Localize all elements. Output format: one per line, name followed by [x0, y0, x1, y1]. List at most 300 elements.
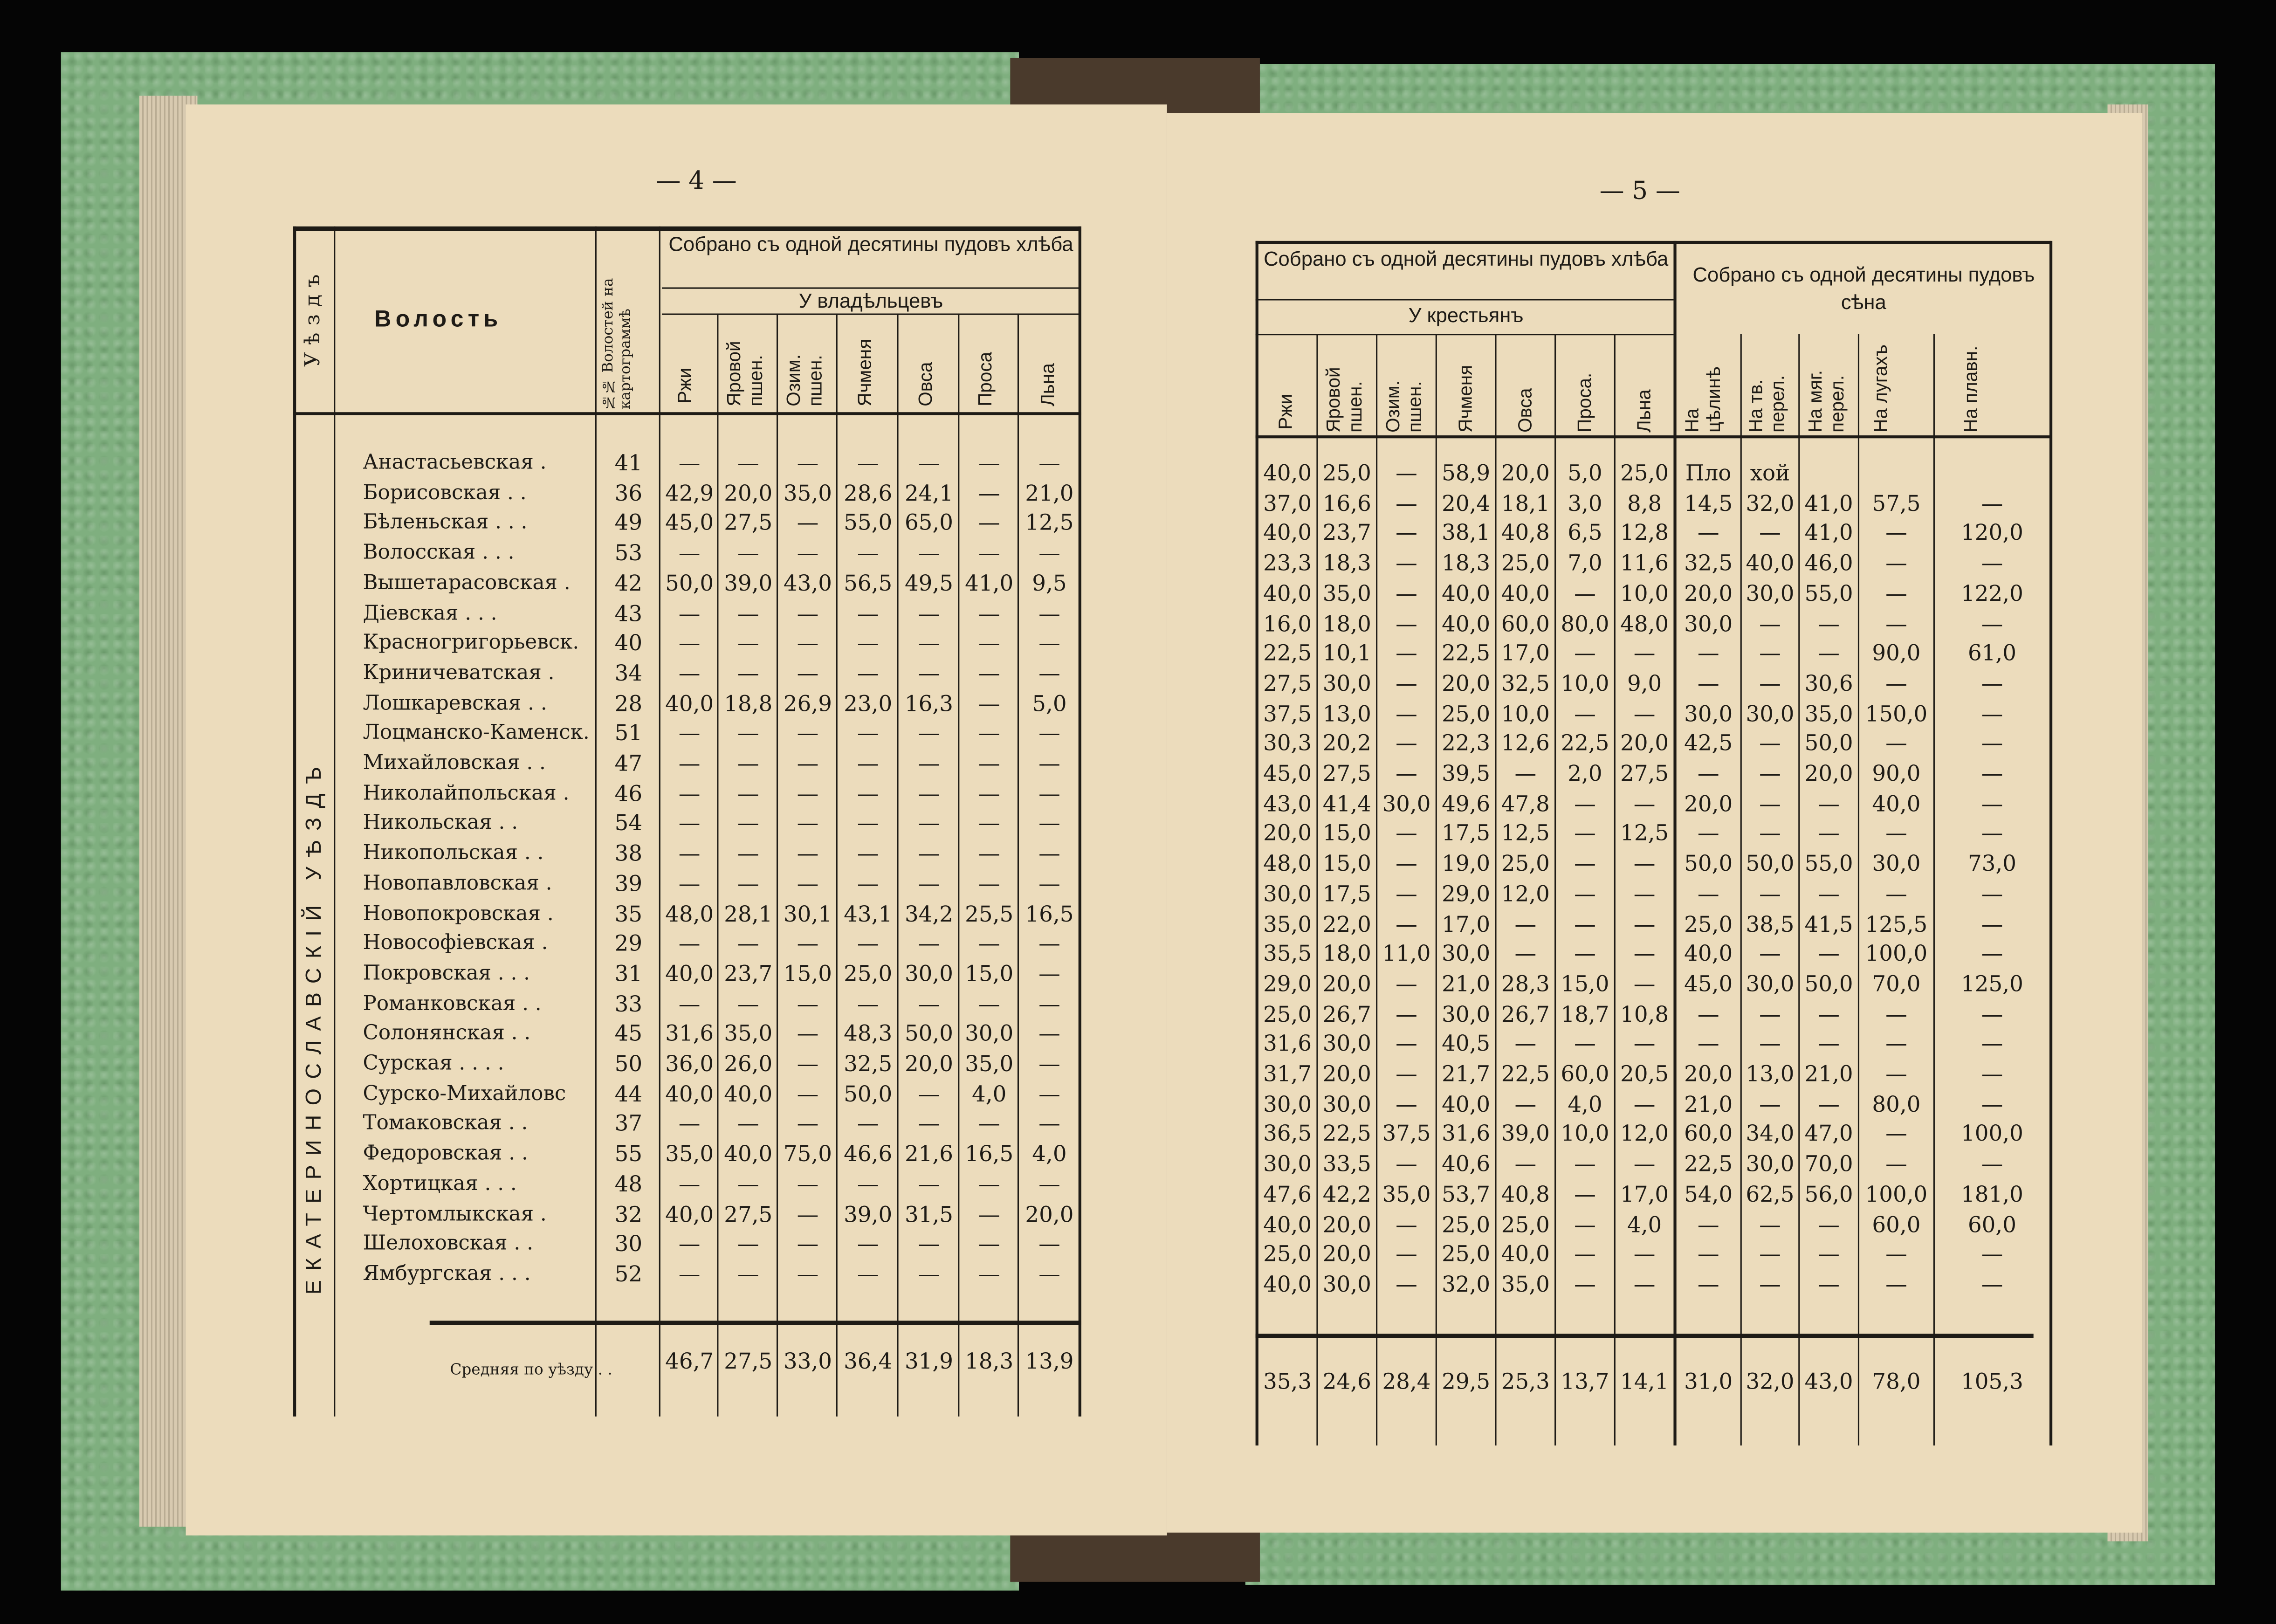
table-cell: — — [978, 1231, 1000, 1257]
table-cell: — — [1981, 881, 2003, 907]
table-cell: — — [1574, 1241, 1596, 1267]
table-cell: 25,0 — [1501, 550, 1550, 577]
table-cell: — — [737, 450, 759, 476]
table-cell: 5,0 — [1568, 460, 1602, 487]
volost-name: Солонянская . . — [363, 1022, 531, 1046]
table-cell: — — [1885, 1001, 1907, 1027]
volost-name: Хортицкая . . . — [363, 1172, 517, 1196]
map-number: 31 — [614, 960, 643, 987]
table-cell: — — [1981, 550, 2003, 577]
table-cell: 12,5 — [1501, 820, 1550, 847]
table-cell: — — [1981, 1060, 2003, 1087]
table-cell: 20,0 — [724, 480, 773, 506]
table-cell: 40,5 — [1442, 1031, 1491, 1057]
table-cell: 40,0 — [1501, 1241, 1550, 1267]
volost-name: Шелоховская . . — [363, 1232, 533, 1256]
rule — [717, 314, 718, 1417]
table-cell: 49,6 — [1442, 790, 1491, 817]
volost-name: Михайловская . . — [363, 751, 546, 775]
table-cell: 50,0 — [1684, 850, 1733, 877]
table-cell: — — [1038, 450, 1060, 476]
table-cell: — — [678, 1231, 701, 1257]
table-cell: — — [978, 510, 1000, 537]
table-cell: — — [1633, 640, 1656, 667]
table-cell: — — [857, 870, 879, 897]
table-cell: 9,5 — [1032, 570, 1067, 597]
table-cell: 61,0 — [1967, 640, 2016, 667]
table-cell: — — [1697, 1031, 1719, 1057]
table-cell: 4,0 — [1032, 1141, 1067, 1167]
header-collected: Собрано съ одной десятины пудовъ хлѣба — [668, 232, 1073, 255]
table-cell: — — [678, 600, 701, 626]
table-cell: — — [978, 780, 1000, 807]
table-cell: — — [678, 870, 701, 897]
table-cell: 20,0 — [1322, 1211, 1371, 1238]
table-cell: — — [737, 600, 759, 626]
table-cell: — — [678, 720, 701, 747]
rule — [836, 314, 838, 1417]
table-cell: — — [1038, 780, 1060, 807]
table-cell: 40,0 — [1263, 460, 1312, 487]
table-cell: 28,1 — [724, 900, 773, 927]
average-cell: 78,0 — [1872, 1369, 1921, 1395]
table-cell: — — [1759, 1091, 1781, 1117]
table-cell: — — [737, 840, 759, 867]
table-cell: — — [978, 720, 1000, 747]
table-cell: — — [797, 630, 819, 656]
table-cell: — — [1885, 550, 1907, 577]
table-cell: — — [1981, 910, 2003, 937]
table-cell: — — [1697, 1001, 1719, 1027]
table-cell: 8,8 — [1627, 490, 1662, 516]
table-cell: — — [1514, 1031, 1537, 1057]
table-cell: 22,0 — [1322, 910, 1371, 937]
table-cell: 35,0 — [1501, 1271, 1550, 1298]
rule — [430, 1321, 1081, 1325]
table-cell: — — [678, 1170, 701, 1197]
table-cell: — — [1981, 760, 2003, 787]
table-cell: — — [1885, 580, 1907, 606]
table-cell: 21,0 — [1025, 480, 1074, 506]
table-cell: — — [1038, 660, 1060, 687]
table-cell: 25,0 — [1263, 1001, 1312, 1027]
table-cell: — — [797, 780, 819, 807]
table-cell: 10,0 — [1561, 1121, 1609, 1147]
table-cell: 32,5 — [1684, 550, 1733, 577]
table-cell: — — [1885, 730, 1907, 757]
table-cell: 27,5 — [724, 1201, 773, 1227]
table-cell: — — [1396, 460, 1417, 487]
table-cell: — — [1697, 881, 1719, 907]
table-cell: — — [1574, 1151, 1596, 1177]
table-cell: — — [1818, 640, 1840, 667]
table-cell: 20,0 — [1804, 760, 1853, 787]
table-cell: — — [1981, 670, 2003, 697]
rule — [1018, 314, 1019, 1417]
table-cell: 35,0 — [1382, 1181, 1431, 1207]
table-cell: — — [1981, 1031, 2003, 1057]
table-cell: 12,0 — [1501, 881, 1550, 907]
map-number: 46 — [614, 780, 643, 807]
col-header-barley: Ячменя — [853, 338, 875, 406]
table-cell: — — [1981, 700, 2003, 727]
table-cell: — — [1697, 820, 1719, 847]
table-cell: 26,9 — [783, 690, 832, 716]
table-cell: — — [1818, 790, 1840, 817]
table-cell: — — [1038, 1080, 1060, 1107]
table-cell: 10,0 — [1501, 700, 1550, 727]
table-cell: 56,5 — [844, 570, 893, 597]
table-cell: — — [857, 450, 879, 476]
table-cell: 31,5 — [904, 1201, 953, 1227]
table-cell: — — [797, 540, 819, 566]
rule — [1256, 241, 2051, 244]
average-cell: 25,3 — [1501, 1369, 1550, 1395]
table-cell: — — [797, 510, 819, 537]
table-cell: — — [1396, 1151, 1417, 1177]
map-number: 44 — [614, 1080, 643, 1107]
rule — [1256, 1334, 2034, 1338]
table-cell: — — [978, 540, 1000, 566]
table-cell: — — [857, 930, 879, 957]
right-page — [1167, 113, 2143, 1533]
table-cell: — — [1697, 760, 1719, 787]
table-cell: 20,0 — [1620, 730, 1669, 757]
table-cell: 12,5 — [1620, 820, 1669, 847]
table-cell: — — [1981, 1001, 2003, 1027]
table-cell: — — [737, 1170, 759, 1197]
volost-name: Волосская . . . — [363, 541, 515, 565]
table-cell: — — [1038, 750, 1060, 777]
table-cell: — — [978, 930, 1000, 957]
table-cell: — — [1396, 1211, 1417, 1238]
table-cell: — — [918, 720, 940, 747]
table-cell: 20,0 — [1684, 1060, 1733, 1087]
table-cell: — — [918, 1080, 940, 1107]
table-cell: 30,0 — [1442, 941, 1491, 967]
table-cell: 39,0 — [844, 1201, 893, 1227]
table-cell: — — [1633, 700, 1656, 727]
map-number: 47 — [614, 750, 643, 777]
volost-name: Николайпольская . — [363, 782, 570, 805]
table-cell: 16,0 — [1263, 610, 1312, 637]
table-cell: 17,0 — [1620, 1181, 1669, 1207]
table-cell: — — [978, 690, 1000, 716]
table-cell: — — [678, 840, 701, 867]
volost-name: Ямбургская . . . — [363, 1262, 531, 1286]
table-cell: 25,0 — [1263, 1241, 1312, 1267]
table-cell: 17,0 — [1501, 640, 1550, 667]
table-cell: 18,3 — [1322, 550, 1371, 577]
table-cell: — — [1697, 1241, 1719, 1267]
table-cell: — — [1396, 1001, 1417, 1027]
table-cell: — — [918, 630, 940, 656]
table-cell: 25,0 — [844, 960, 893, 987]
table-cell: — — [737, 540, 759, 566]
volost-name: Красногригорьевск. — [363, 631, 579, 655]
table-cell: — — [1759, 610, 1781, 637]
table-cell: 40,0 — [665, 960, 714, 987]
table-cell: 17,5 — [1322, 881, 1371, 907]
table-cell: 10,0 — [1620, 580, 1669, 606]
table-cell: — — [1574, 580, 1596, 606]
table-cell: — — [1038, 930, 1060, 957]
table-cell: — — [678, 1261, 701, 1287]
table-cell: — — [1759, 670, 1781, 697]
table-cell: 30,0 — [1746, 700, 1795, 727]
table-cell: 5,0 — [1032, 690, 1067, 716]
table-cell: 21,0 — [1684, 1091, 1733, 1117]
table-cell: Пло — [1685, 460, 1732, 487]
table-cell: — — [978, 870, 1000, 897]
table-cell: 25,0 — [1501, 1211, 1550, 1238]
table-cell: 25,0 — [1442, 1241, 1491, 1267]
table-cell: 40,0 — [1263, 520, 1312, 546]
table-cell: 30,0 — [1263, 1151, 1312, 1177]
table-cell: — — [918, 1170, 940, 1197]
table-cell: 28,3 — [1501, 970, 1550, 997]
rule — [659, 227, 660, 1417]
table-cell: 22,5 — [1561, 730, 1609, 757]
table-cell: — — [1396, 670, 1417, 697]
volost-name: Никопольская . . — [363, 842, 544, 865]
table-cell: — — [1396, 700, 1417, 727]
table-cell: 75,0 — [783, 1141, 832, 1167]
table-cell: — — [797, 600, 819, 626]
table-cell: — — [1885, 670, 1907, 697]
table-cell: 31,6 — [1442, 1121, 1491, 1147]
table-cell: — — [1818, 1091, 1840, 1117]
map-number: 42 — [614, 570, 643, 597]
table-cell: 125,0 — [1961, 970, 2023, 997]
map-number: 36 — [614, 480, 643, 506]
table-cell: 30,3 — [1263, 730, 1312, 757]
table-cell: — — [1759, 1031, 1781, 1057]
table-cell: — — [978, 810, 1000, 837]
table-cell: 25,0 — [1501, 850, 1550, 877]
table-cell: 13,0 — [1746, 1060, 1795, 1087]
col-header-rye: Ржи — [1274, 393, 1296, 430]
table-cell: 32,5 — [1501, 670, 1550, 697]
table-cell: — — [857, 840, 879, 867]
table-cell: 42,9 — [665, 480, 714, 506]
table-cell: 33,5 — [1322, 1151, 1371, 1177]
volost-name: Борисовская . . — [363, 481, 527, 505]
table-cell: 41,0 — [1804, 490, 1853, 516]
table-cell: 30,0 — [1684, 700, 1733, 727]
col-header-oats: Овса — [1513, 388, 1536, 433]
table-cell: — — [918, 540, 940, 566]
table-cell: — — [1396, 490, 1417, 516]
table-cell: 9,0 — [1627, 670, 1662, 697]
table-cell: 100,0 — [1961, 1121, 2023, 1147]
table-cell: 10,8 — [1620, 1001, 1669, 1027]
table-cell: — — [1981, 610, 2003, 637]
table-cell: 43,1 — [844, 900, 893, 927]
col-header-spring-wheat: Яровой пшен. — [722, 341, 767, 406]
table-cell: 35,0 — [965, 1051, 1014, 1077]
table-cell: — — [978, 450, 1000, 476]
table-cell: 30,0 — [1322, 1091, 1371, 1117]
volost-name: Новософіевская . — [363, 932, 548, 956]
map-number: 32 — [614, 1201, 643, 1227]
table-cell: 60,0 — [1684, 1121, 1733, 1147]
table-cell: — — [1633, 1151, 1656, 1177]
table-cell: — — [857, 630, 879, 656]
map-number: 37 — [614, 1111, 643, 1137]
table-cell: — — [1697, 670, 1719, 697]
table-cell: — — [1633, 790, 1656, 817]
table-cell: 26,7 — [1322, 1001, 1371, 1027]
table-cell: — — [797, 1170, 819, 1197]
table-cell: — — [978, 1170, 1000, 1197]
table-cell: — — [918, 1231, 940, 1257]
table-cell: 50,0 — [844, 1080, 893, 1107]
table-cell: — — [857, 1231, 879, 1257]
table-cell: — — [857, 1170, 879, 1197]
table-cell: — — [1396, 760, 1417, 787]
table-cell: 41,5 — [1804, 910, 1853, 937]
table-cell: — — [1885, 1060, 1907, 1087]
table-cell: — — [1759, 1241, 1781, 1267]
table-cell: — — [978, 840, 1000, 867]
table-cell: — — [678, 991, 701, 1017]
table-cell: — — [1396, 1060, 1417, 1087]
map-number: 52 — [614, 1261, 643, 1287]
table-cell: 12,5 — [1025, 510, 1074, 537]
header-peasants: У крестьянъ — [1408, 303, 1524, 327]
average-cell: 13,9 — [1025, 1348, 1074, 1375]
left-page — [186, 104, 1167, 1535]
table-cell: — — [1818, 1271, 1840, 1298]
table-cell: 20,2 — [1322, 730, 1371, 757]
table-cell: — — [918, 780, 940, 807]
table-cell: — — [978, 750, 1000, 777]
table-cell: 42,2 — [1322, 1181, 1371, 1207]
table-cell: 30,0 — [1322, 1031, 1371, 1057]
table-cell: 17,0 — [1442, 910, 1491, 937]
table-cell: 21,6 — [904, 1141, 953, 1167]
volost-name: Новопокровская . — [363, 902, 554, 925]
map-number: 53 — [614, 540, 643, 566]
volost-name: Анастасьевская . — [363, 451, 547, 475]
table-cell: 23,7 — [724, 960, 773, 987]
table-cell: 10,1 — [1322, 640, 1371, 667]
table-cell: 70,0 — [1804, 1151, 1853, 1177]
table-cell: — — [737, 930, 759, 957]
table-cell: — — [1697, 1211, 1719, 1238]
table-cell: — — [1759, 820, 1781, 847]
average-cell: 13,7 — [1561, 1369, 1609, 1395]
table-cell: — — [737, 780, 759, 807]
table-cell: 16,5 — [965, 1141, 1014, 1167]
table-cell: 38,5 — [1746, 910, 1795, 937]
table-cell: 22,5 — [1322, 1121, 1371, 1147]
col-header-spring-wheat: Яровой пшен. — [1322, 367, 1366, 433]
right-page-number: — 5 — — [1599, 177, 1680, 206]
table-cell: 29,0 — [1263, 970, 1312, 997]
table-cell: 50,0 — [1804, 730, 1853, 757]
table-cell: 37,0 — [1263, 490, 1312, 516]
table-cell: — — [1633, 850, 1656, 877]
table-cell: — — [797, 1020, 819, 1047]
table-cell: — — [737, 630, 759, 656]
table-cell: 73,0 — [1967, 850, 2016, 877]
table-cell: — — [1574, 1271, 1596, 1298]
table-cell: — — [1396, 820, 1417, 847]
table-cell: 27,5 — [1263, 670, 1312, 697]
table-cell: 22,3 — [1442, 730, 1491, 757]
table-cell: 6,5 — [1568, 520, 1602, 546]
table-cell: 20,5 — [1620, 1060, 1669, 1087]
rule — [1256, 299, 1674, 300]
table-cell: — — [797, 930, 819, 957]
table-cell: 18,1 — [1501, 490, 1550, 516]
table-cell: 20,0 — [1322, 970, 1371, 997]
volost-name: Сурско-Михайловс — [363, 1082, 566, 1106]
table-cell: 26,7 — [1501, 1001, 1550, 1027]
table-cell: — — [1514, 941, 1537, 967]
table-cell: — — [1038, 1111, 1060, 1137]
map-number: 29 — [614, 930, 643, 957]
average-cell: 33,0 — [783, 1348, 832, 1375]
average-cell: 28,4 — [1382, 1369, 1431, 1395]
table-cell: — — [1396, 580, 1417, 606]
table-cell: 15,0 — [1322, 820, 1371, 847]
rule — [293, 227, 1081, 231]
table-cell: 15,0 — [783, 960, 832, 987]
table-cell: 150,0 — [1865, 700, 1928, 727]
table-cell: — — [1818, 610, 1840, 637]
table-cell: 23,7 — [1322, 520, 1371, 546]
table-cell: — — [1396, 970, 1417, 997]
table-cell: 57,5 — [1872, 490, 1921, 516]
table-cell: 80,0 — [1561, 610, 1609, 637]
table-cell: 30,0 — [1263, 1091, 1312, 1117]
table-cell: — — [1981, 1091, 2003, 1117]
rule — [595, 227, 597, 1417]
table-cell: 40,0 — [1263, 580, 1312, 606]
table-cell: 40,0 — [1442, 580, 1491, 606]
table-cell: 41,0 — [1804, 520, 1853, 546]
table-cell: 40,0 — [665, 1201, 714, 1227]
average-cell: 31,9 — [904, 1348, 953, 1375]
table-cell: 20,0 — [1501, 460, 1550, 487]
table-cell: — — [918, 810, 940, 837]
table-cell: — — [1396, 730, 1417, 757]
table-cell: 35,5 — [1263, 941, 1312, 967]
table-cell: 40,0 — [724, 1141, 773, 1167]
table-cell: — — [1633, 941, 1656, 967]
table-cell: 122,0 — [1961, 580, 2023, 606]
table-cell: 60,0 — [1967, 1211, 2016, 1238]
table-cell: 13,0 — [1322, 700, 1371, 727]
table-cell: 31,7 — [1263, 1060, 1312, 1087]
table-cell: — — [1633, 970, 1656, 997]
map-number: 48 — [614, 1170, 643, 1197]
table-cell: 2,0 — [1568, 760, 1602, 787]
table-cell: — — [797, 870, 819, 897]
table-cell: 40,0 — [724, 1080, 773, 1107]
table-cell: 50,0 — [1746, 850, 1795, 877]
average-cell: 18,3 — [965, 1348, 1014, 1375]
table-cell: 4,0 — [972, 1080, 1007, 1107]
table-cell: 50,0 — [1804, 970, 1853, 997]
average-cell: 29,5 — [1442, 1369, 1491, 1395]
average-cell: 105,3 — [1961, 1369, 2023, 1395]
table-cell: — — [737, 660, 759, 687]
table-cell: — — [1818, 881, 1840, 907]
